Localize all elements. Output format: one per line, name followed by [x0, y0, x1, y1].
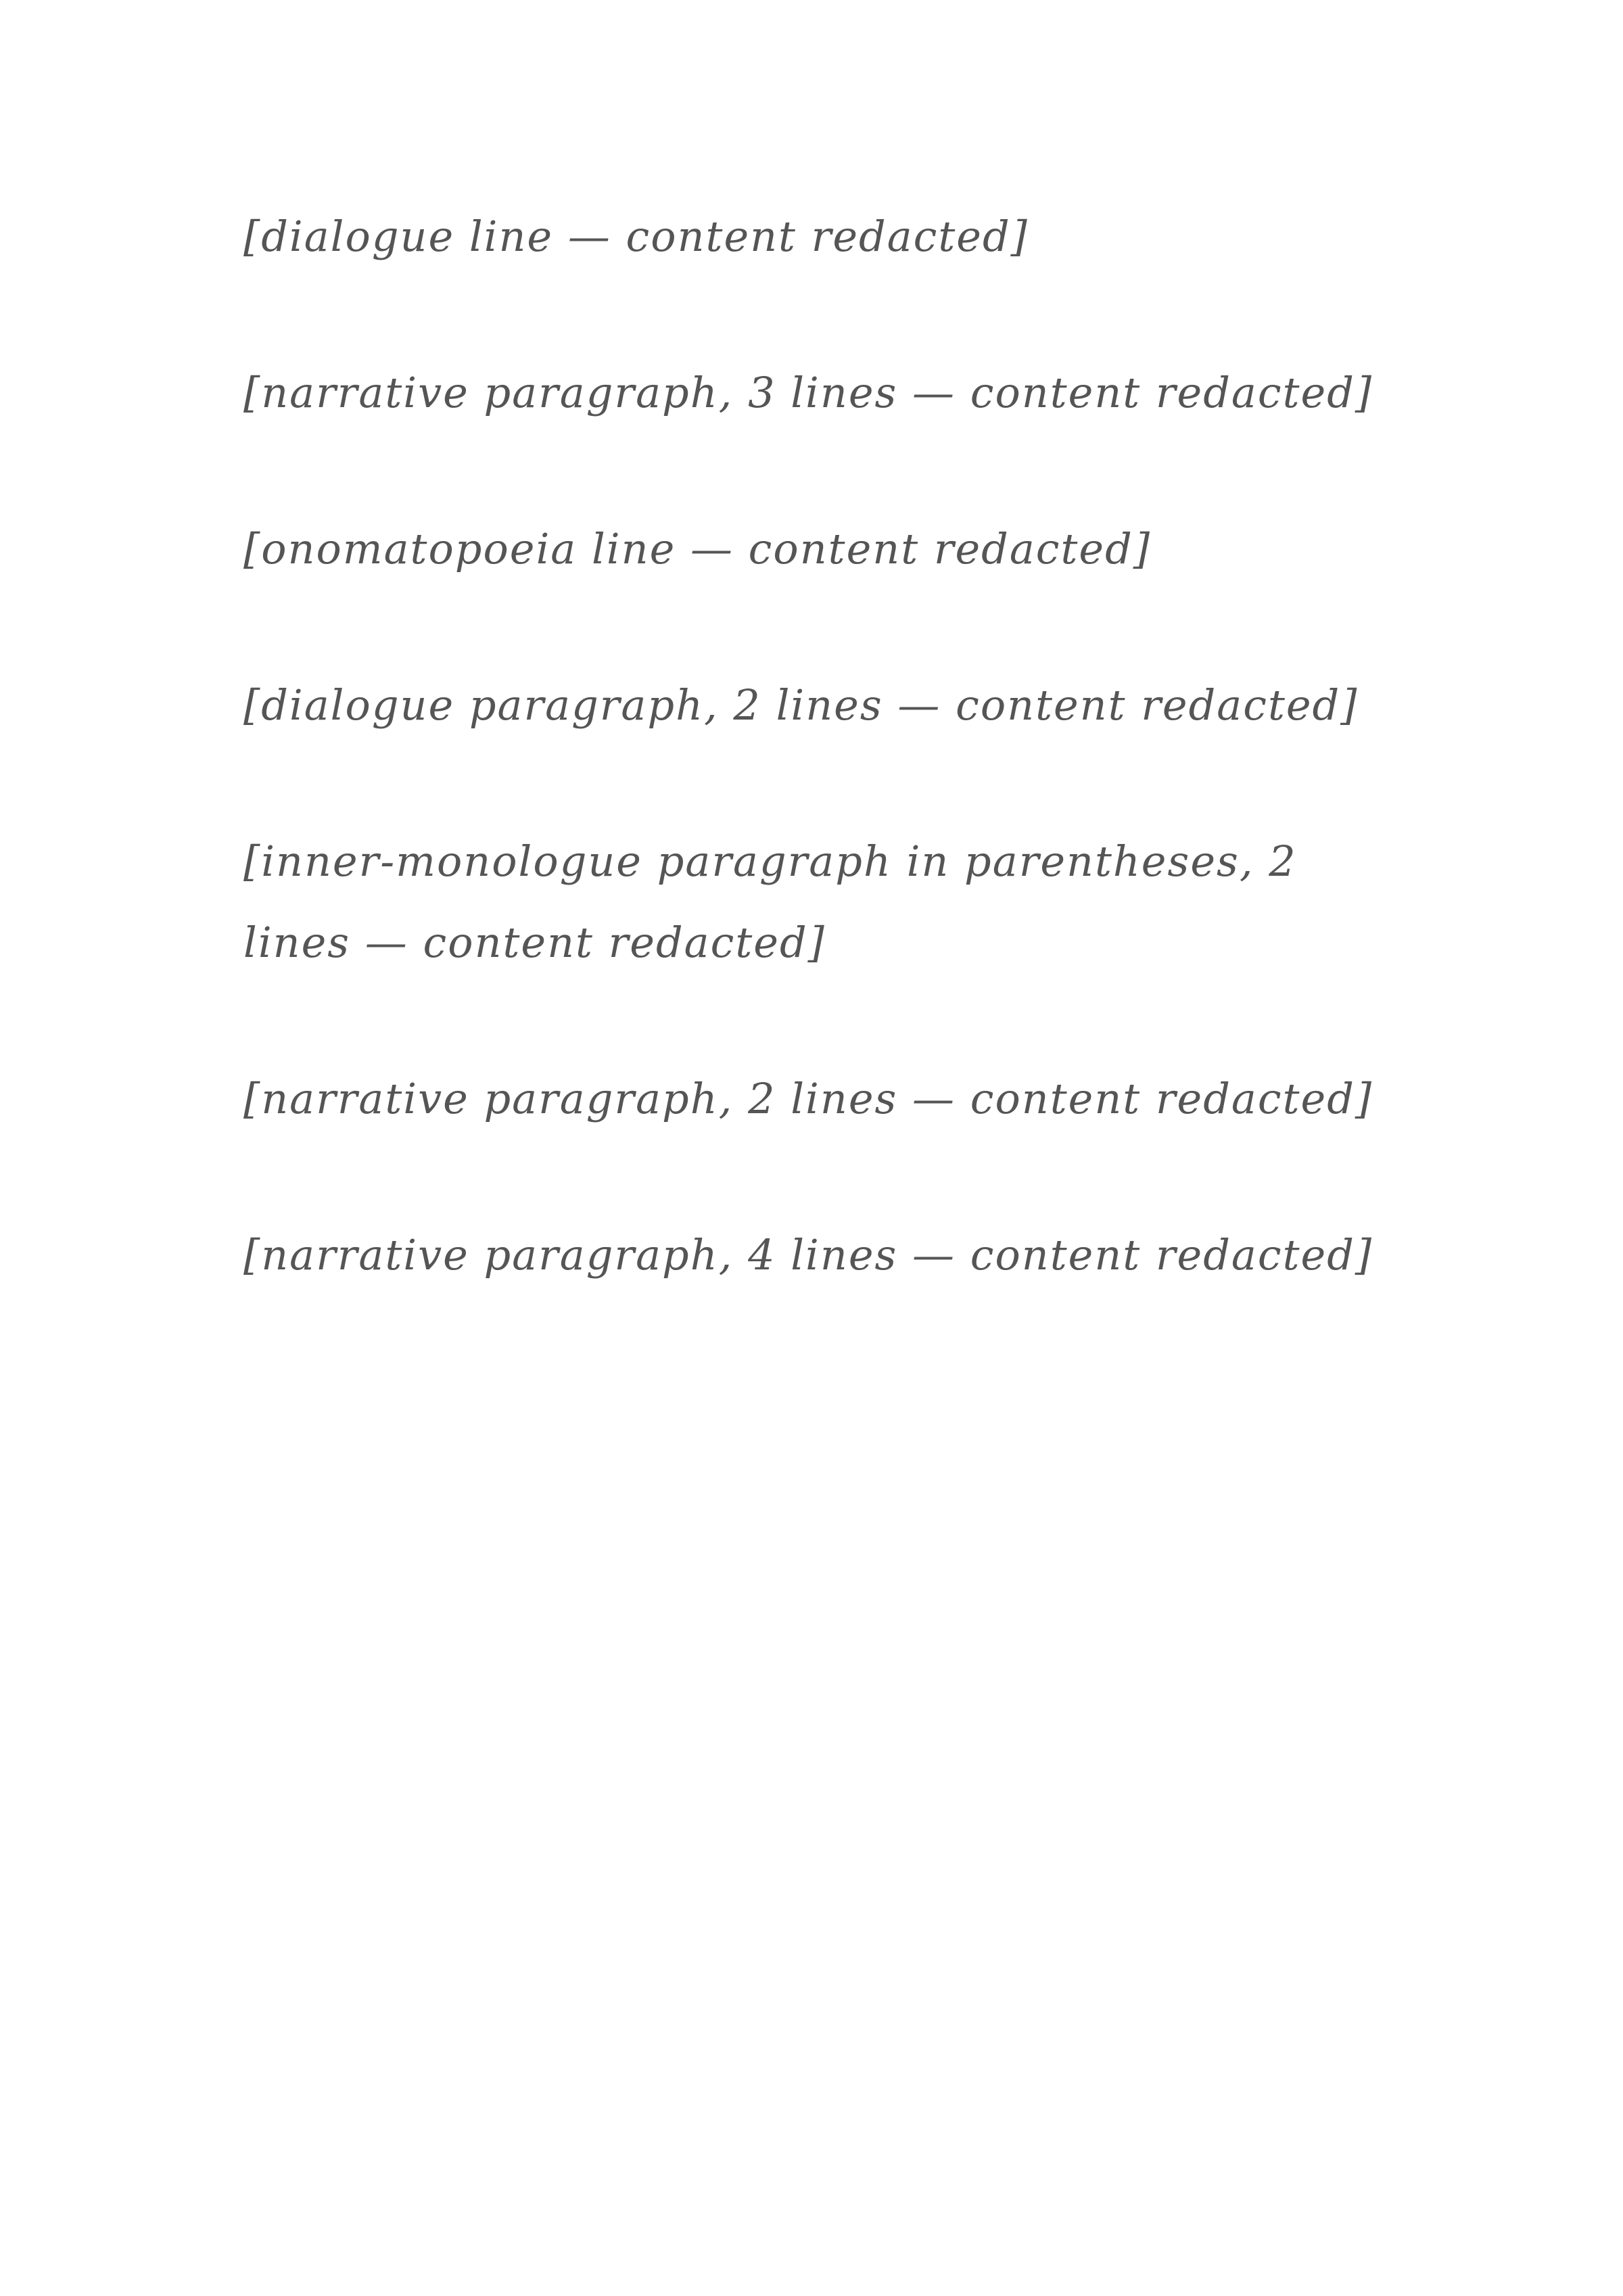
paragraph: [narrative paragraph, 4 lines — content redacted] — [243, 1230, 1373, 1280]
paragraph: [dialogue paragraph, 2 lines — content redacted] — [243, 680, 1359, 730]
paragraph: [onomatopoeia line — content redacted] — [243, 523, 1152, 573]
paragraph: [dialogue line — content redacted] — [243, 212, 1029, 261]
paragraph: [narrative paragraph, 3 lines — content redacted] — [243, 367, 1373, 417]
paragraph: [narrative paragraph, 2 lines — content redacted] — [243, 1074, 1373, 1124]
paragraph: [inner-monologue paragraph in parentheses, 2 lines — content redacted] — [243, 836, 1297, 968]
